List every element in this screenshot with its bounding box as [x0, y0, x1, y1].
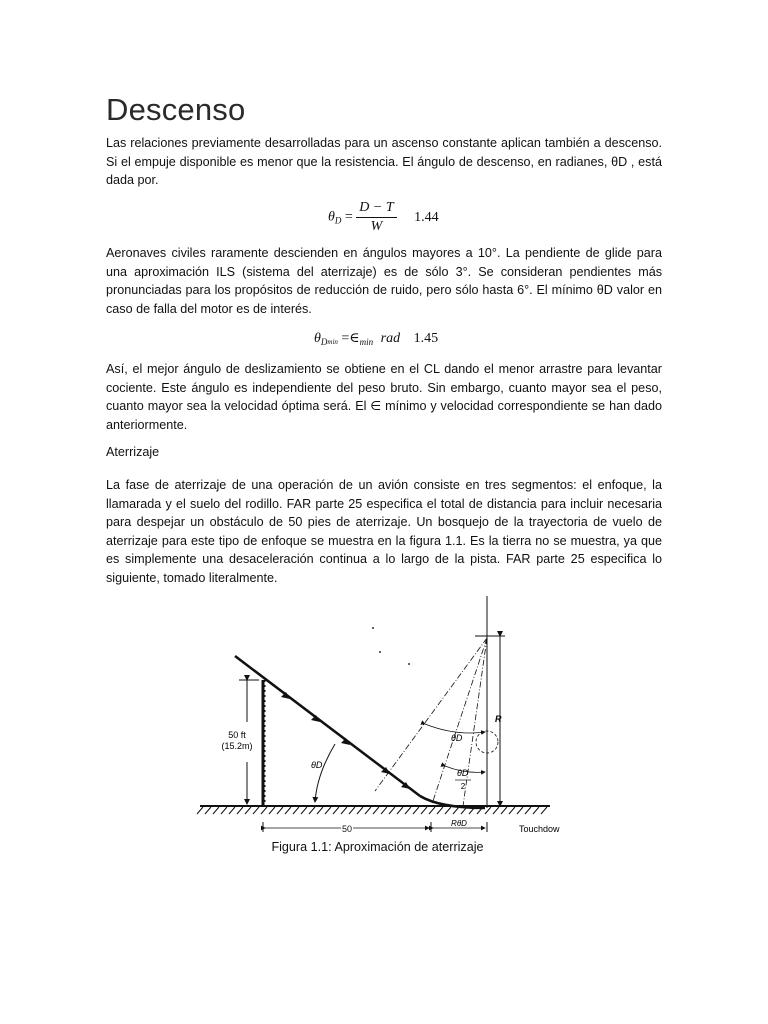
eq1-denominator: W — [370, 219, 383, 234]
equation-min-descent — [314, 330, 438, 347]
paragraph-glide: Así, el mejor ángulo de deslizamiento se obtiene en el CL dando el menor arrastre para levantar cociente. Este ángulo es independiente del peso bruto. Sin embargo, cuanto mayor sea el peso, cuanto mayor sea la velocidad óptima será. El ∈ mínimo y velocidad correspondiente se han dado anteriormente. — [106, 362, 662, 432]
paragraph-intro: Las relaciones previamente desarrolladas para un ascenso constante aplican también a descenso. Si el empuje disponible es menor que la resistencia. El ángulo de descenso, en radianes, θD , está dada por. — [106, 136, 662, 188]
ground-hatch — [197, 807, 547, 814]
ray-2 — [432, 638, 487, 804]
label-15m: (15.2m) — [221, 741, 253, 751]
label-rtheta: RθD — [451, 819, 467, 828]
ray-1 — [375, 638, 487, 791]
label-theta-mid: θD — [451, 733, 463, 743]
label-theta-left: θD — [311, 760, 323, 770]
eq1-lhs: θ — [328, 209, 335, 225]
figure-caption: Figura 1.1: Aproximación de aterrizaje — [271, 840, 484, 854]
eq1-fraction — [356, 200, 396, 235]
landing-diagram — [195, 596, 560, 842]
eq1-number: 1.44 — [414, 209, 439, 225]
eq2-rhs: ∈ — [349, 331, 360, 346]
eq2-rhs-sub: min — [359, 337, 374, 347]
paragraph-landing: La fase de aterrizaje de una operación de un avión consiste en tres segmentos: el enfoque, la llamarada y el suelo del rodillo. FAR parte 25 especifica el total de distancia para incluir necesaria para despejar un obstáculo de 50 pies de aterrizaje. Un bosquejo de la trayectoria de vuelo de aterrizaje para este tipo de enfoque se muestra en la figura 1.1. Es la tierra no se muestra, ya que es simplemente una desaceleración continua a lo largo de la pista. FAR parte 25 especifica lo siguiente, tomado literalmente. — [106, 478, 662, 585]
landing-approach-figure — [195, 596, 560, 842]
eq2-lhs-sub: D — [320, 337, 328, 347]
eq2-number: 1.45 — [413, 331, 439, 346]
eq2-unit: rad — [380, 331, 401, 346]
label-50: 50 — [341, 824, 353, 834]
eq2-lhs-subsub: min — [327, 338, 338, 346]
eq1-numerator: D − T — [356, 200, 396, 218]
eq1-lhs-sub: D — [334, 215, 342, 226]
eq1-equals: = — [344, 209, 353, 225]
page-title: Descenso — [106, 92, 246, 127]
paragraph-civil-aircraft: Aeronaves civiles raramente descienden en ángulos mayores a 10°. La pendiente de glide para una aproximación ILS (sistema del aterrizaje) es de sólo 3°. Se consideran pendientes más pronunciadas para los propósitos de reducción de ruido, pero sólo hasta 6°. El mínimo θD valor en caso de falla del motor es de interés. — [106, 246, 662, 316]
label-R: R — [495, 714, 502, 724]
label-touchdown: Touchdown — [519, 824, 560, 834]
eq2-equals: = — [341, 331, 350, 346]
eq2-lhs: θ — [314, 331, 321, 346]
label-50ft: 50 ft — [228, 730, 246, 740]
label-theta-half: θD — [457, 768, 469, 778]
section-heading-aterrizaje: Aterrizaje — [106, 445, 160, 459]
label-theta-half-den: 2 — [460, 782, 466, 791]
ray-3 — [460, 638, 487, 806]
equation-descent-angle — [328, 200, 439, 235]
